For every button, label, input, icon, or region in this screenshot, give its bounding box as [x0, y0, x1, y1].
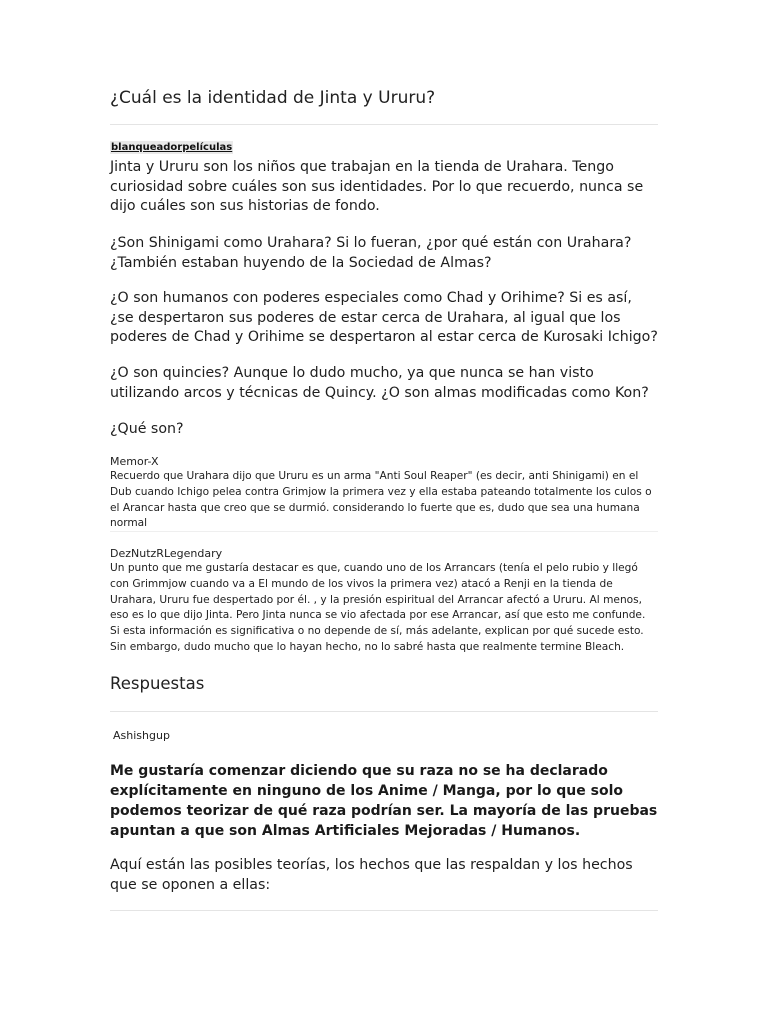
- answers-heading: Respuestas: [110, 674, 205, 693]
- divider: [110, 910, 658, 911]
- divider: [110, 124, 658, 125]
- question-title: ¿Cuál es la identidad de Jinta y Ururu?: [110, 88, 436, 108]
- question-paragraph: ¿O son humanos con poderes especiales como Chad y Orihime? Si es así, ¿se despertaron sus poderes de estar cerca de Urahara, al igual que los poderes de Chad y Orihime se despertaron al estar cerca de Kurosaki Ichigo?: [110, 290, 658, 345]
- answer-bold-intro: Me gustaría comenzar diciendo que su raza no se ha declarado explícitamente en ninguno de los Anime / Manga, por lo que solo podemos teorizar de qué raza podrían ser. La mayoría de las pruebas apuntan a que son Almas Artificiales Mejoradas / Humanos.: [110, 763, 658, 839]
- answer-author[interactable]: Ashishgup: [113, 729, 170, 742]
- question-paragraph: ¿O son quincies? Aunque lo dudo mucho, ya que nunca se han visto utilizando arcos y técnicas de Quincy. ¿O son almas modificadas como Kon?: [110, 365, 649, 401]
- answer-paragraph: Aquí están las posibles teorías, los hechos que las respaldan y los hechos que se oponen a ellas:: [110, 857, 633, 893]
- comment-divider: [110, 531, 658, 532]
- question-paragraph: ¿Son Shinigami como Urahara? Si lo fueran, ¿por qué están con Urahara? ¿También estaban huyendo de la Sociedad de Almas?: [110, 235, 632, 271]
- question-paragraph: ¿Qué son?: [110, 421, 184, 437]
- question-author-link[interactable]: blanqueadorpelículas: [111, 142, 233, 153]
- divider: [110, 711, 658, 712]
- question-paragraph: Jinta y Ururu son los niños que trabajan en la tienda de Urahara. Tengo curiosidad sobre cuáles son sus identidades. Por lo que recuerdo, nunca se dijo cuáles son sus historias de fondo.: [110, 159, 644, 214]
- comment-author[interactable]: Memor-X: [110, 455, 159, 468]
- comment-author[interactable]: DezNutzRLegendary: [110, 547, 223, 560]
- comment-text: Recuerdo que Urahara dijo que Ururu es un arma "Anti Soul Reaper" (es decir, anti Shinigami) en el Dub cuando Ichigo pelea contra Grimjow la primera vez y ella estaba pateando totalmente los culos o el Arancar hasta que creo que se durmió. considerando lo fuerte que es, dudo que sea una humana normal: [110, 470, 652, 530]
- comment-text: Un punto que me gustaría destacar es que, cuando uno de los Arrancars (tenía el pelo rubio y llegó con Grimmjow cuando va a El mundo de los vivos la primera vez) atacó a Renji en la tienda de Urahara, Ururu fue despertado por él. , y la presión espiritual del Arrancar afectó a Ururu. Al menos, eso es lo que dijo Jinta. Pero Jinta nunca se vio afectada por ese Arrancar, así que esto me confunde. Si esta información es significativa o no depende de sí, más adelante, explican por qué sucede esto. Sin embargo, dudo mucho que lo hayan hecho, no lo sabré hasta que realmente termine Bleach.: [110, 562, 646, 653]
